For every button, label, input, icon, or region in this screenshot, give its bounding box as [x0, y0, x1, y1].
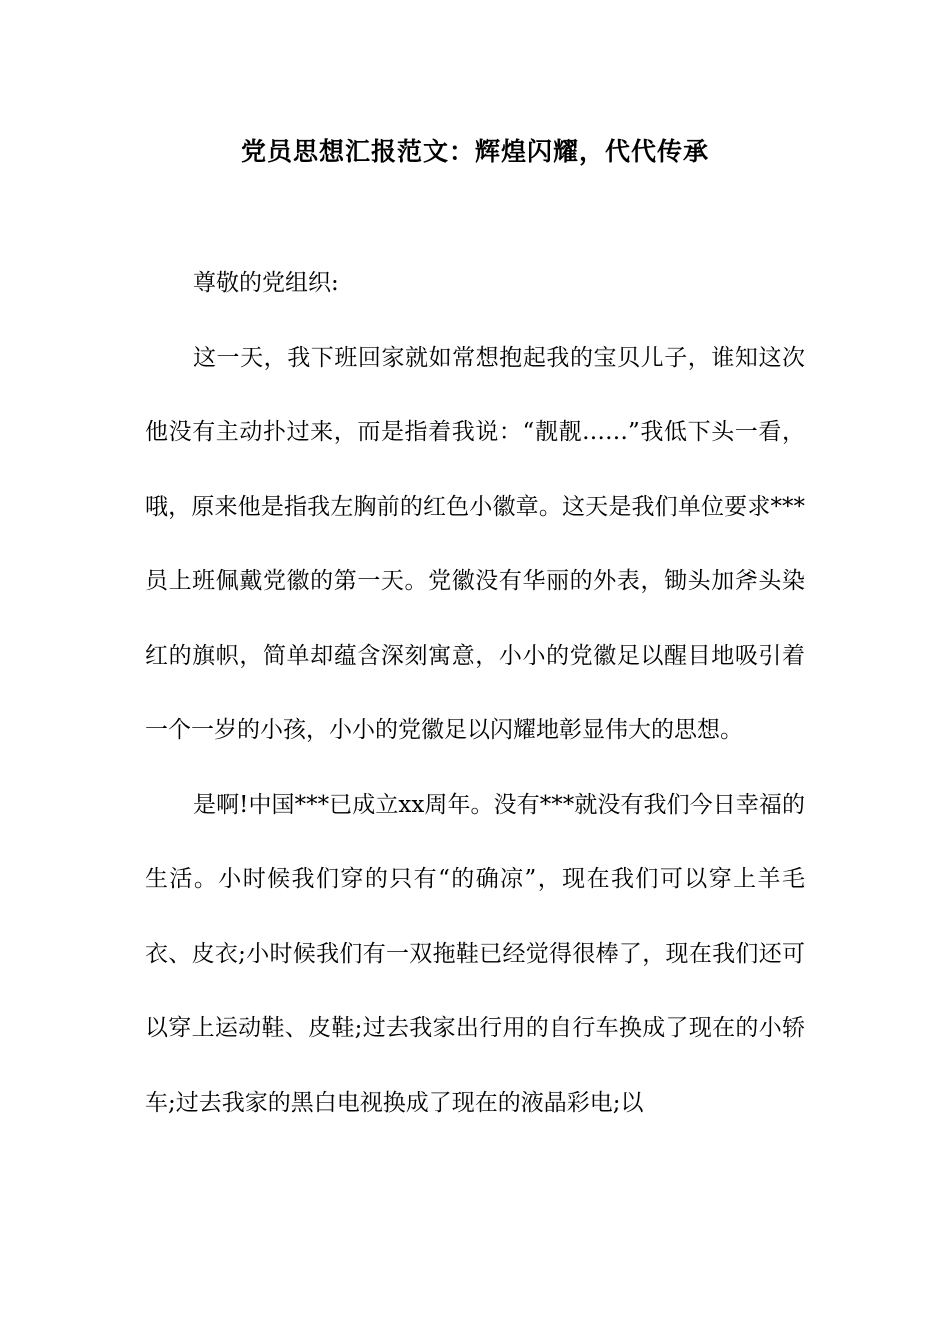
- document-body: [145, 246, 805, 1140]
- salutation: 尊敬的党组织:: [193, 270, 339, 296]
- paragraph-1: 这一天，我下班回家就如常想抱起我的宝贝儿子，谁知这次他没有主动扑过来，而是指着我说：“靓靓……”我低下头一看，哦，原来他是指我左胸前的红色小徽章。这天是我们单位要求***员上班佩戴党徽的第一天。党徽没有华丽的外表，锄头加斧头染红的旗帜，简单却蕴含深刻寓意，小小的党徽足以醒目地吸引着一个一岁的小孩，小小的党徽足以闪耀地彰显伟大的思想。: [145, 344, 805, 743]
- document-title: 党员思想汇报范文：辉煌闪耀，代代传承: [240, 137, 709, 166]
- paragraph-2: 是啊!中国***已成立xx周年。没有***就没有我们今日幸福的生活。小时候我们穿的只有“的确凉”，现在我们可以穿上羊毛衣、皮衣;小时候我们有一双拖鞋已经觉得很棒了，现在我们还可以穿上运动鞋、皮鞋;过去我家出行用的自行车换成了现在的小轿车;过去我家的黑白电视换成了现在的液晶彩电;以: [145, 791, 805, 1116]
